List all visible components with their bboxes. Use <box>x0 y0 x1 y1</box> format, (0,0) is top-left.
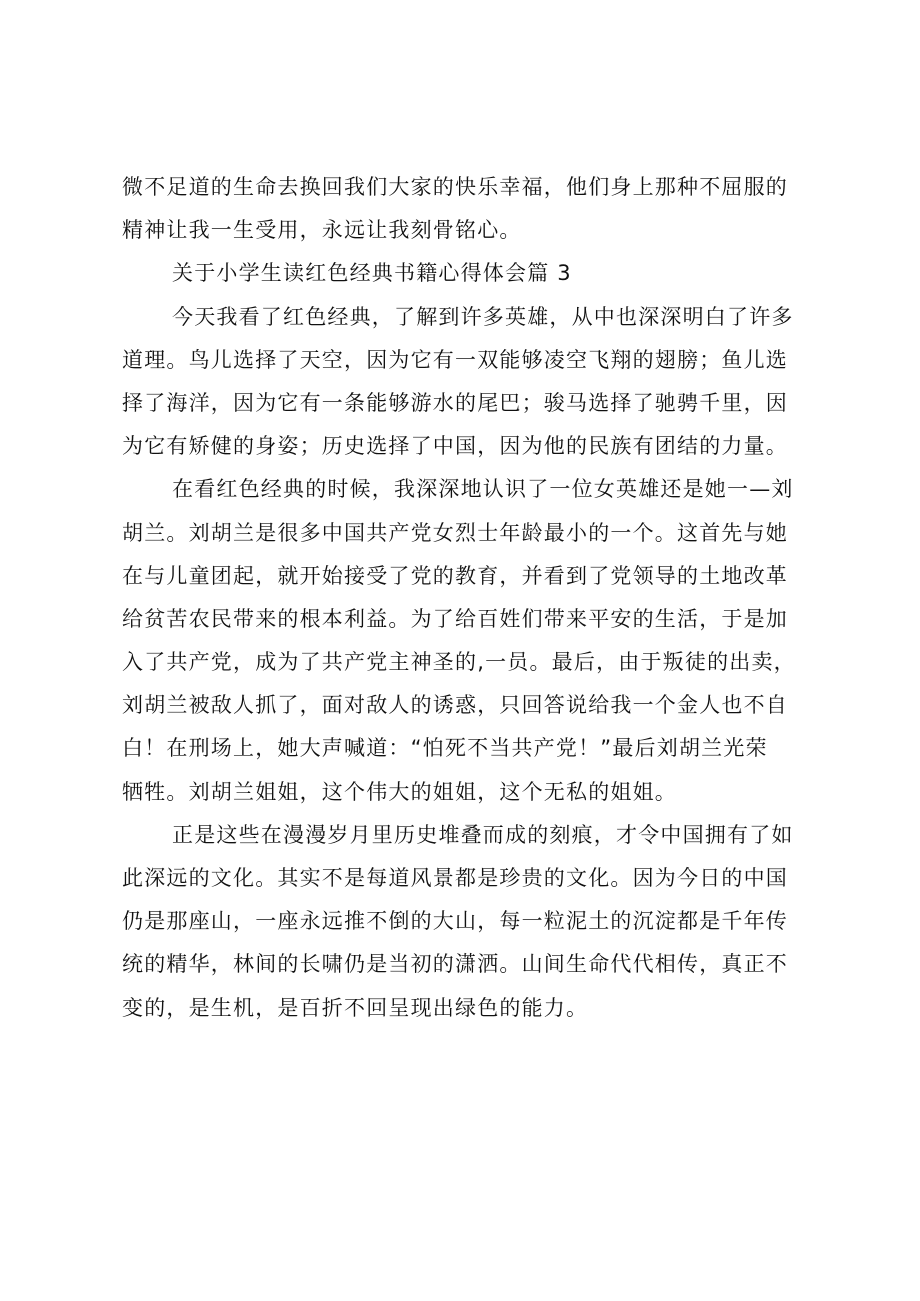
text-line: 变的，是生机，是百折不回呈现出绿色的能力。 <box>122 995 589 1020</box>
text-line: 仍是那座山，一座永远推不倒的大山，每一粒泥土的沉淀都是千年传 <box>122 909 788 934</box>
paragraph-2 <box>122 296 802 469</box>
text-line: 此深远的文化。其实不是每道风景都是珍贵的文化。因为今日的中国 <box>122 866 788 890</box>
paragraph-4 <box>122 814 802 1030</box>
document-body <box>122 166 802 1030</box>
text-line: 择了海洋，因为它有一条能够游水的尾巴；骏马选择了驰骋千里，因 <box>122 390 788 415</box>
text-line: 在与儿童团起，就开始接受了党的教育，并看到了党领导的土地改革 <box>122 563 788 588</box>
text-line: 精神让我一生受用，永远让我刻骨铭心。 <box>122 218 522 243</box>
paragraph-3 <box>122 468 802 814</box>
text-line: 牺牲。刘胡兰姐姐，这个伟大的姐姐，这个无私的姐姐。 <box>122 779 677 804</box>
text-line: 胡兰。刘胡兰是很多中国共产党女烈士年龄最小的一个。这首先与她 <box>122 520 788 545</box>
text-line: 道理。鸟儿选择了天空，因为它有一双能够凌空飞翔的翅膀；鱼儿选 <box>122 347 788 372</box>
text-line: 今天我看了红色经典，了解到许多英雄，从中也深深明白了许多 <box>172 304 794 329</box>
paragraph-1 <box>122 166 802 252</box>
text-line: 刘胡兰被敌人抓了，面对敌人的诱惑，只回答说给我一个金人也不自 <box>122 693 788 718</box>
section-heading: 关于小学生读红色经典书籍心得体会篇 3 <box>172 261 572 286</box>
text-line: 微不足道的生命去换回我们大家的快乐幸福，他们身上那种不屈服的 <box>122 175 788 199</box>
text-line: 正是这些在漫漫岁月里历史堆叠而成的刻痕，才令中国拥有了如 <box>172 822 794 847</box>
text-line: 给贫苦农民带来的根本利益。为了给百姓们带来平安的生活，于是加 <box>122 606 788 631</box>
text-line: 在看红色经典的时候，我深深地认识了一位女英雄还是她一—刘 <box>172 477 794 502</box>
text-line: 统的精华，林间的长啸仍是当初的潇洒。山间生命代代相传，真正不 <box>122 952 788 977</box>
text-line: 白！在刑场上，她大声喊道：“怕死不当共产党！”最后刘胡兰光荣 <box>122 736 768 761</box>
text-line: 入了共产党，成为了共产党主神圣的,一员。最后，由于叛徒的出卖， <box>122 650 796 675</box>
text-line: 为它有矫健的身姿；历史选择了中国，因为他的民族有团结的力量。 <box>122 434 788 459</box>
